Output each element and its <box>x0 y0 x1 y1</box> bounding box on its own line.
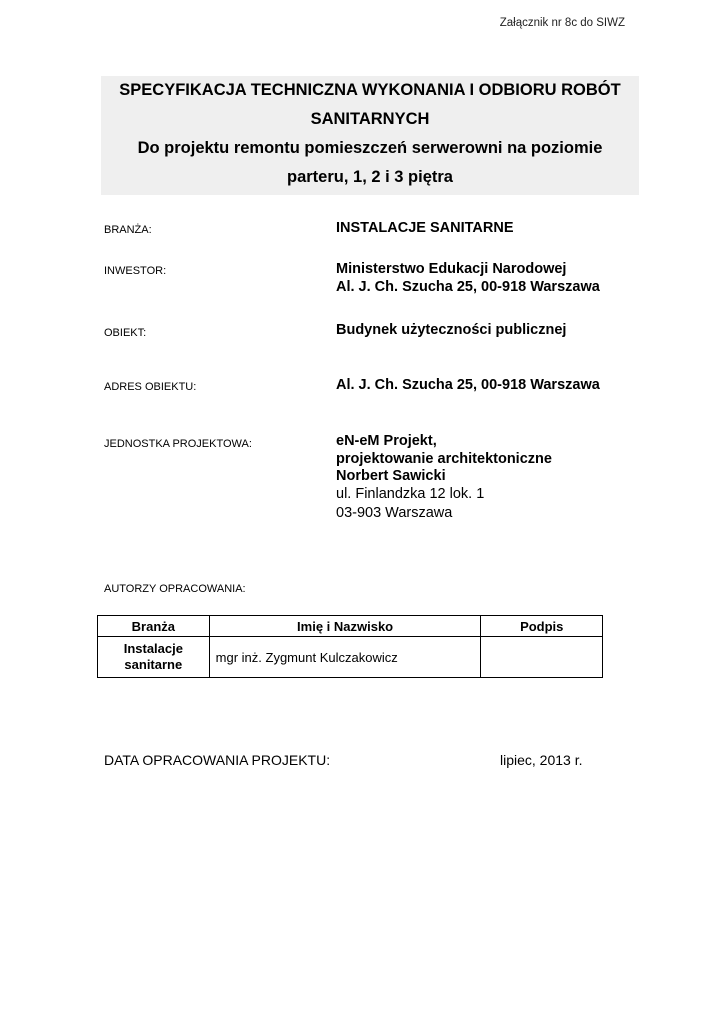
authors-table <box>97 615 603 678</box>
branza-value-text: INSTALACJE SANITARNE <box>336 220 514 236</box>
inwestor-address: Al. J. Ch. Szucha 25, 00-918 Warszawa <box>336 278 600 295</box>
jednostka-person: Norbert Sawicki <box>336 468 446 484</box>
author-branza-cell <box>98 637 210 678</box>
jednostka-city: 03-903 Warszawa <box>336 505 453 521</box>
jednostka-description: projektowanie architektoniczne <box>336 450 552 467</box>
header-signature: Podpis <box>481 616 603 637</box>
inwestor-value <box>336 261 600 296</box>
authors-table-header-row <box>98 616 603 637</box>
obiekt-value-text: Budynek użyteczności publicznej <box>336 322 567 338</box>
title-line-4: parteru, 1, 2 i 3 piętra <box>287 168 453 186</box>
title-line-1: SPECYFIKACJA TECHNICZNA WYKONANIA I ODBIORU ROBÓT <box>119 81 621 99</box>
date-value: lipiec, 2013 r. <box>500 752 583 768</box>
obiekt-label: OBIEKT: <box>104 327 147 339</box>
title-line-3: Do projektu remontu pomieszczeń serwerowni na poziomie <box>137 139 603 157</box>
jednostka-label: JEDNOSTKA PROJEKTOWA: <box>104 438 252 450</box>
title-line-2: SANITARNYCH <box>310 110 430 128</box>
date-label: DATA OPRACOWANIA PROJEKTU: <box>104 752 331 768</box>
header-name: Imię i Nazwisko <box>209 616 481 637</box>
jednostka-street: ul. Finlandzka 12 lok. 1 <box>336 485 485 502</box>
adres-value-text: Al. J. Ch. Szucha 25, 00-918 Warszawa <box>336 377 600 393</box>
adres-value <box>336 377 600 395</box>
author-branza-line-2: sanitarne <box>124 657 183 672</box>
branza-label: BRANŻA: <box>104 224 152 236</box>
annex-note: Załącznik nr 8c do SIWZ <box>499 17 625 29</box>
author-name-cell: mgr inż. Zygmunt Kulczakowicz <box>209 637 481 678</box>
header-branza: Branża <box>98 616 210 637</box>
authors-label: AUTORZY OPRACOWANIA: <box>104 583 246 595</box>
table-row <box>98 637 603 678</box>
author-branza-line-1: Instalacje <box>123 641 183 656</box>
inwestor-label: INWESTOR: <box>104 265 167 277</box>
jednostka-company: eN-eM Projekt, <box>336 433 437 449</box>
document-title-box <box>101 76 639 195</box>
author-signature-cell <box>481 637 603 678</box>
obiekt-value <box>336 322 566 340</box>
jednostka-value <box>336 433 552 523</box>
branza-value <box>336 220 514 238</box>
inwestor-name: Ministerstwo Edukacji Narodowej <box>336 261 567 277</box>
adres-label: ADRES OBIEKTU: <box>104 381 197 393</box>
